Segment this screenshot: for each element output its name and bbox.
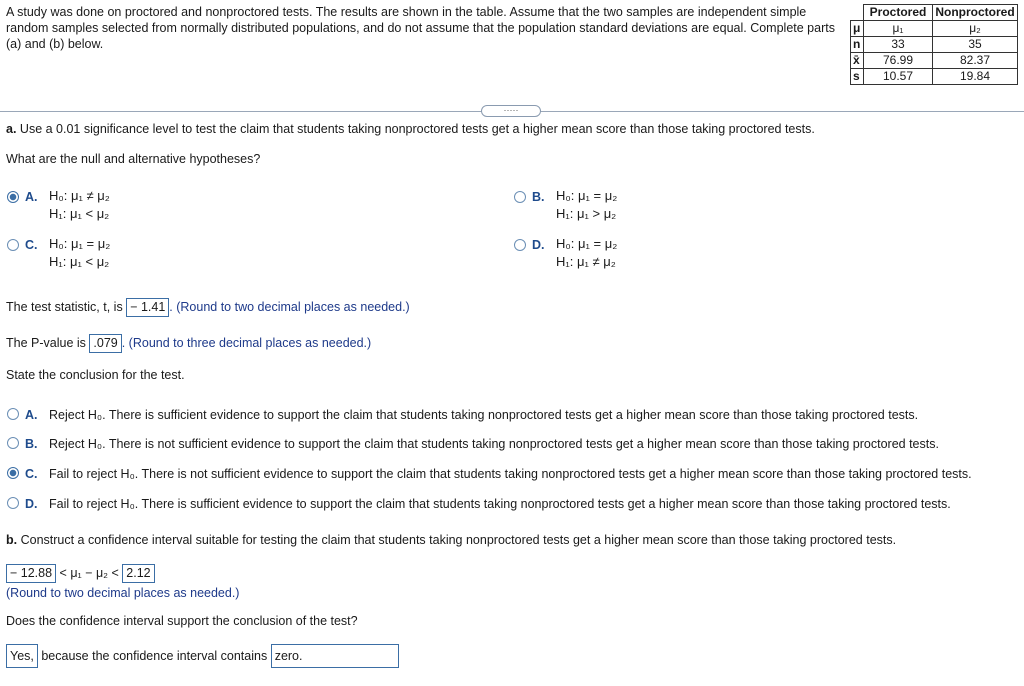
part-b-text: Construct a confidence interval suitable for testing the claim that students taking nonproctored tests get a higher mean score than those taking proctored tests. [20, 533, 897, 547]
option-key: A. [25, 190, 38, 204]
cell: 10.57 [864, 69, 933, 85]
hypothesis-question: What are the null and alternative hypotheses? [6, 152, 261, 166]
data-table [850, 4, 1018, 85]
pvalue-line [6, 334, 371, 353]
part-a-text: Use a 0.01 significance level to test the claim that students taking nonproctored tests get a higher mean score than those taking proctored tests. [19, 122, 815, 136]
cell: 76.99 [864, 53, 933, 69]
conclusion-question: State the conclusion for the test. [6, 368, 185, 382]
hyp-text [49, 186, 169, 224]
null-hypothesis: H₀: μ₁ = μ₂ [49, 236, 111, 251]
hyp-text [556, 234, 676, 272]
alt-hypothesis: H₁: μ₁ ≠ μ₂ [556, 254, 616, 269]
cell: 82.37 [933, 53, 1018, 69]
expand-handle[interactable]: ····· [481, 105, 541, 117]
part-a-label: a. [6, 122, 17, 136]
test-stat-label: The test statistic, t, is [6, 300, 123, 314]
radio-icon[interactable] [514, 191, 526, 203]
alt-hypothesis: H₁: μ₁ < μ₂ [49, 254, 110, 269]
option-key: C. [25, 467, 38, 481]
null-hypothesis: H₀: μ₁ = μ₂ [556, 188, 618, 203]
cell: μ₁ [864, 21, 933, 37]
cell: 19.84 [933, 69, 1018, 85]
conclusion-text: Reject H₀. There is sufficient evidence to support the claim that students taking nonproctored tests get a higher mean score than those taking proctored tests. [49, 408, 919, 422]
test-stat-hint: . (Round to two decimal places as needed.) [169, 300, 410, 314]
pvalue-input[interactable]: .079 [89, 334, 121, 353]
option-key: A. [25, 408, 38, 422]
table-corner [851, 5, 864, 21]
radio-icon[interactable] [7, 437, 19, 449]
row-label: μ [851, 21, 864, 37]
radio-icon[interactable] [7, 408, 19, 420]
option-key: D. [25, 497, 38, 511]
conclusion-text: Reject H₀. There is not sufficient evidence to support the claim that students taking nonproctored tests get a higher mean score than those taking proctored tests. [49, 437, 939, 451]
test-stat-input[interactable]: − 1.41 [126, 298, 169, 317]
part-b-prompt [6, 533, 896, 547]
support-question: Does the confidence interval support the conclusion of the test? [6, 614, 358, 628]
option-key: B. [25, 437, 38, 451]
radio-icon[interactable] [514, 239, 526, 251]
yes-no-select[interactable]: Yes, [6, 644, 38, 668]
cell: μ₂ [933, 21, 1018, 37]
table-row [851, 37, 1018, 53]
option-key: D. [532, 238, 545, 252]
ci-lower-input[interactable]: − 12.88 [6, 564, 56, 583]
conclusion-text: Fail to reject H₀. There is not sufficient evidence to support the claim that students taking nonproctored tests get a higher mean score than those taking proctored tests. [49, 467, 972, 481]
row-label: n [851, 37, 864, 53]
cell: 35 [933, 37, 1018, 53]
conclusion-text: Fail to reject H₀. There is sufficient evidence to support the claim that students taking nonproctored tests get a higher mean score than those taking proctored tests. [49, 497, 951, 511]
alt-hypothesis: H₁: μ₁ > μ₂ [556, 206, 617, 221]
header-nonproctored: Nonproctored [933, 5, 1018, 21]
option-key: C. [25, 238, 38, 252]
row-label: s [851, 69, 864, 85]
radio-icon[interactable] [7, 239, 19, 251]
pvalue-hint: . (Round to three decimal places as needed.) [121, 336, 372, 350]
alt-hypothesis: H₁: μ₁ < μ₂ [49, 206, 110, 221]
problem-intro: A study was done on proctored and nonproctored tests. The results are shown in the table. Assume that the two samples are independent simple random samples selected from normally distributed populations, and do not assume that the population standard deviations are equal. Complete parts (a) and (b) below. [6, 5, 835, 51]
null-hypothesis: H₀: μ₁ ≠ μ₂ [49, 188, 110, 203]
ci-upper-input[interactable]: 2.12 [122, 564, 154, 583]
part-a-prompt [6, 122, 815, 136]
table-row [851, 53, 1018, 69]
pvalue-label: The P-value is [6, 336, 86, 350]
confidence-interval-line [6, 564, 155, 583]
ci-hint: (Round to two decimal places as needed.) [6, 586, 240, 600]
radio-selected-icon[interactable] [7, 191, 19, 203]
row-label: x̄ [851, 53, 864, 69]
hyp-text [49, 234, 169, 272]
radio-icon[interactable] [7, 497, 19, 509]
table-row [851, 69, 1018, 85]
header-proctored: Proctored [864, 5, 933, 21]
part-b-label: b. [6, 533, 18, 547]
option-key: B. [532, 190, 545, 204]
answer-line [6, 644, 416, 670]
table-row [851, 21, 1018, 37]
null-hypothesis: H₀: μ₁ = μ₂ [556, 236, 618, 251]
test-statistic-line [6, 298, 410, 317]
hyp-text [556, 186, 676, 224]
contains-select[interactable]: zero. [271, 644, 399, 668]
radio-selected-icon[interactable] [7, 467, 19, 479]
cell: 33 [864, 37, 933, 53]
answer-text: because the confidence interval contains [41, 649, 268, 663]
ci-middle-text: < μ₁ − μ₂ < [59, 566, 119, 580]
